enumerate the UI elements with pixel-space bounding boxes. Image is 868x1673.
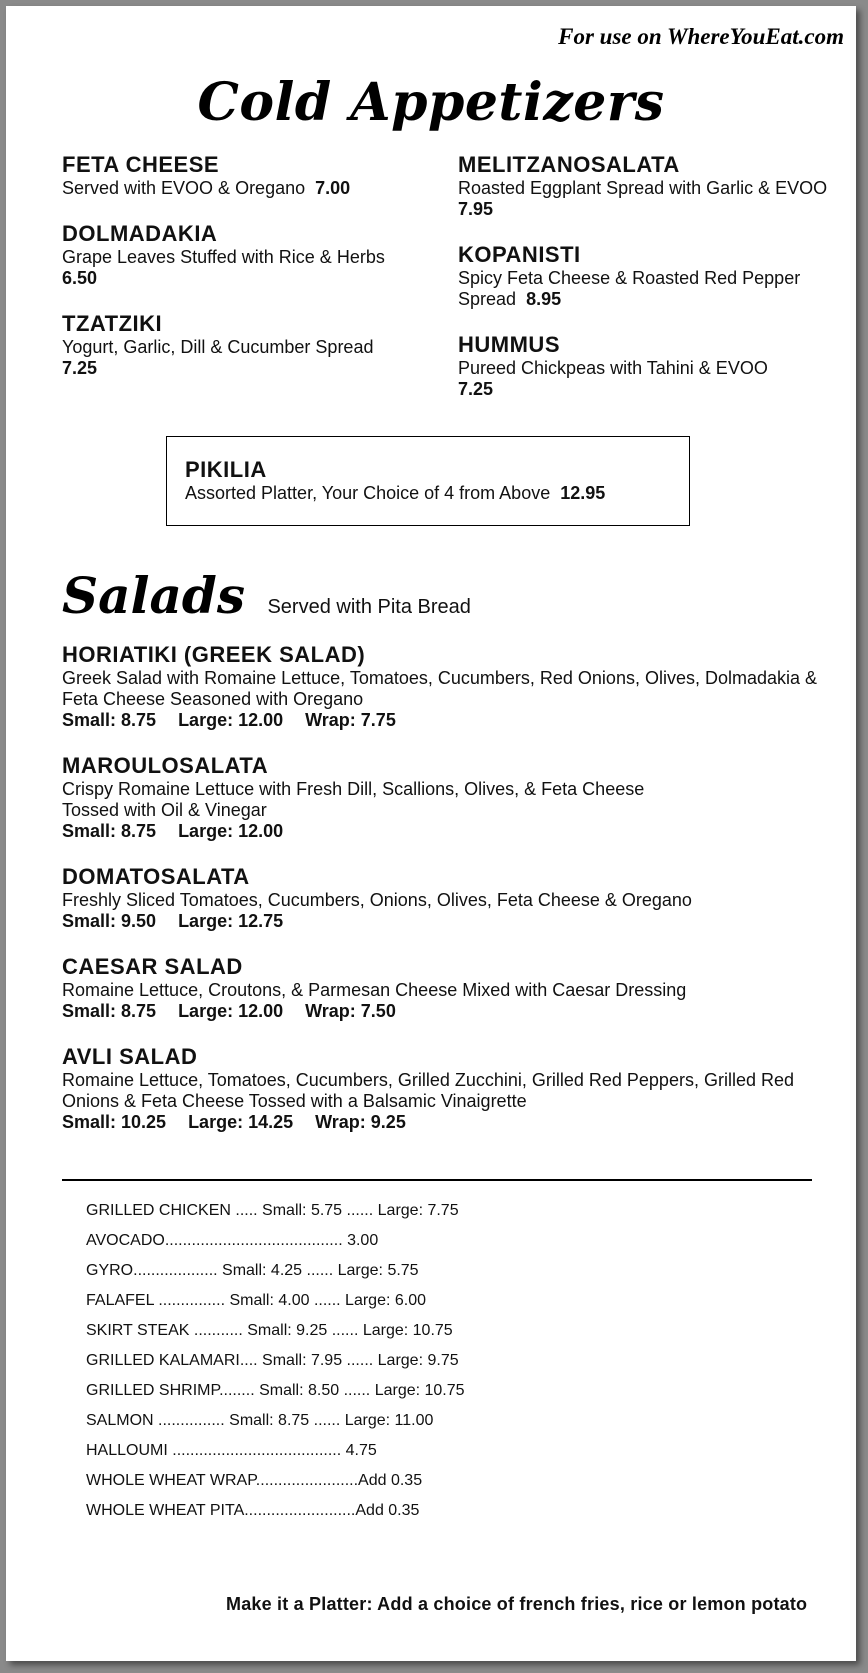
item-description: Roasted Eggplant Spread with Garlic & EVOO 7.95 bbox=[458, 178, 828, 219]
menu-item bbox=[62, 152, 442, 199]
cold-appetizers-right-column bbox=[458, 152, 838, 422]
item-description: Assorted Platter, Your Choice of 4 from Above 12.95 bbox=[185, 483, 606, 503]
salads-list bbox=[62, 642, 832, 1155]
salads-title: Salads bbox=[62, 566, 246, 625]
item-description: Romaine Lettuce, Croutons, & Parmesan Cheese Mixed with Caesar Dressing bbox=[62, 980, 687, 1000]
salad-item bbox=[62, 954, 832, 1022]
salad-item bbox=[62, 1044, 832, 1133]
addon-row: AVOCADO........................................ 3.00 bbox=[86, 1232, 379, 1249]
item-name: CAESAR SALAD bbox=[62, 954, 243, 979]
addons-list bbox=[86, 1196, 546, 1526]
salads-header bbox=[62, 566, 471, 625]
size-prices: Small: 8.75 Large: 12.00 bbox=[62, 821, 284, 841]
item-price: 7.00 bbox=[315, 178, 351, 198]
item-price: 6.50 bbox=[62, 268, 98, 288]
size-prices: Small: 8.75 Large: 12.00 Wrap: 7.50 bbox=[62, 1001, 396, 1021]
item-price: 7.25 bbox=[62, 358, 98, 378]
size-prices: Small: 10.25 Large: 14.25 Wrap: 9.25 bbox=[62, 1112, 406, 1132]
item-description: Greek Salad with Romaine Lettuce, Tomatoes, Cucumbers, Red Onions, Olives, Dolmadakia & Feta Cheese Seasoned with Oregano bbox=[62, 668, 818, 709]
item-name: KOPANISTI bbox=[458, 242, 581, 267]
menu-item bbox=[62, 311, 442, 379]
item-description: Grape Leaves Stuffed with Rice & Herbs 6.50 bbox=[62, 247, 385, 288]
cold-appetizers-left-column bbox=[62, 152, 442, 401]
item-description: Freshly Sliced Tomatoes, Cucumbers, Onions, Olives, Feta Cheese & Oregano bbox=[62, 890, 692, 910]
item-name: DOMATOSALATA bbox=[62, 864, 250, 889]
addon-row: GRILLED SHRIMP........ Small: 8.50 ...... Large: 10.75 bbox=[86, 1382, 465, 1399]
addon-row: HALLOUMI ...................................... 4.75 bbox=[86, 1442, 377, 1459]
item-name: HORIATIKI (GREEK SALAD) bbox=[62, 642, 366, 667]
item-price: 7.95 bbox=[458, 199, 494, 219]
item-description: Pureed Chickpeas with Tahini & EVOO 7.25 bbox=[458, 358, 768, 399]
platter-note: Make it a Platter: Add a choice of french fries, rice or lemon potato bbox=[226, 1594, 808, 1614]
menu-item bbox=[458, 152, 838, 220]
addon-row: SKIRT STEAK ........... Small: 9.25 ...... Large: 10.75 bbox=[86, 1322, 453, 1339]
addon-row: WHOLE WHEAT PITA.........................Add 0.35 bbox=[86, 1502, 420, 1519]
salad-item bbox=[62, 642, 832, 731]
item-name: PIKILIA bbox=[185, 457, 267, 482]
divider bbox=[62, 1179, 812, 1181]
salad-item bbox=[62, 864, 832, 932]
addon-row: GRILLED KALAMARI.... Small: 7.95 ...... Large: 9.75 bbox=[86, 1352, 459, 1369]
menu-item bbox=[458, 242, 838, 310]
size-prices: Small: 9.50 Large: 12.75 bbox=[62, 911, 284, 931]
item-price: 8.95 bbox=[526, 289, 562, 309]
item-description: Crispy Romaine Lettuce with Fresh Dill, Scallions, Olives, & Feta Cheese Tossed with Oil & Vinegar bbox=[62, 779, 645, 820]
salads-subtitle: Served with Pita Bread bbox=[267, 596, 471, 618]
addon-row: SALMON ............... Small: 8.75 ...... Large: 11.00 bbox=[86, 1412, 434, 1429]
item-description: Spicy Feta Cheese & Roasted Red Pepper Spread 8.95 bbox=[458, 268, 801, 309]
addon-row: FALAFEL ............... Small: 4.00 ...... Large: 6.00 bbox=[86, 1292, 427, 1309]
menu-item bbox=[62, 221, 442, 289]
item-description: Served with EVOO & Oregano 7.00 bbox=[62, 178, 351, 198]
item-name: MELITZANOSALATA bbox=[458, 152, 680, 177]
pikilia-box bbox=[166, 436, 690, 526]
salad-item bbox=[62, 753, 832, 842]
addon-row: GRILLED CHICKEN ..... Small: 5.75 ...... Large: 7.75 bbox=[86, 1202, 459, 1219]
addon-row: GYRO................... Small: 4.25 ...... Large: 5.75 bbox=[86, 1262, 419, 1279]
item-price: 12.95 bbox=[560, 483, 606, 503]
addon-row: WHOLE WHEAT WRAP.......................Add 0.35 bbox=[86, 1472, 423, 1489]
cold-appetizers-title: Cold Appetizers bbox=[197, 72, 665, 133]
menu-item bbox=[458, 332, 838, 400]
menu-page bbox=[6, 6, 856, 1661]
item-name: MAROULOSALATA bbox=[62, 753, 269, 778]
item-name: DOLMADAKIA bbox=[62, 221, 218, 246]
item-description: Yogurt, Garlic, Dill & Cucumber Spread 7.25 bbox=[62, 337, 374, 378]
size-prices: Small: 8.75 Large: 12.00 Wrap: 7.75 bbox=[62, 710, 396, 730]
item-name: FETA CHEESE bbox=[62, 152, 220, 177]
item-name: AVLI SALAD bbox=[62, 1044, 198, 1069]
watermark: For use on WhereYouEat.com bbox=[558, 24, 844, 49]
item-name: HUMMUS bbox=[458, 332, 560, 357]
item-price: 7.25 bbox=[458, 379, 494, 399]
item-name: TZATZIKI bbox=[62, 311, 163, 336]
item-description: Romaine Lettuce, Tomatoes, Cucumbers, Grilled Zucchini, Grilled Red Peppers, Grilled Red Onions & Feta Cheese Tossed with a Balsamic Vinaigrette bbox=[62, 1070, 794, 1111]
